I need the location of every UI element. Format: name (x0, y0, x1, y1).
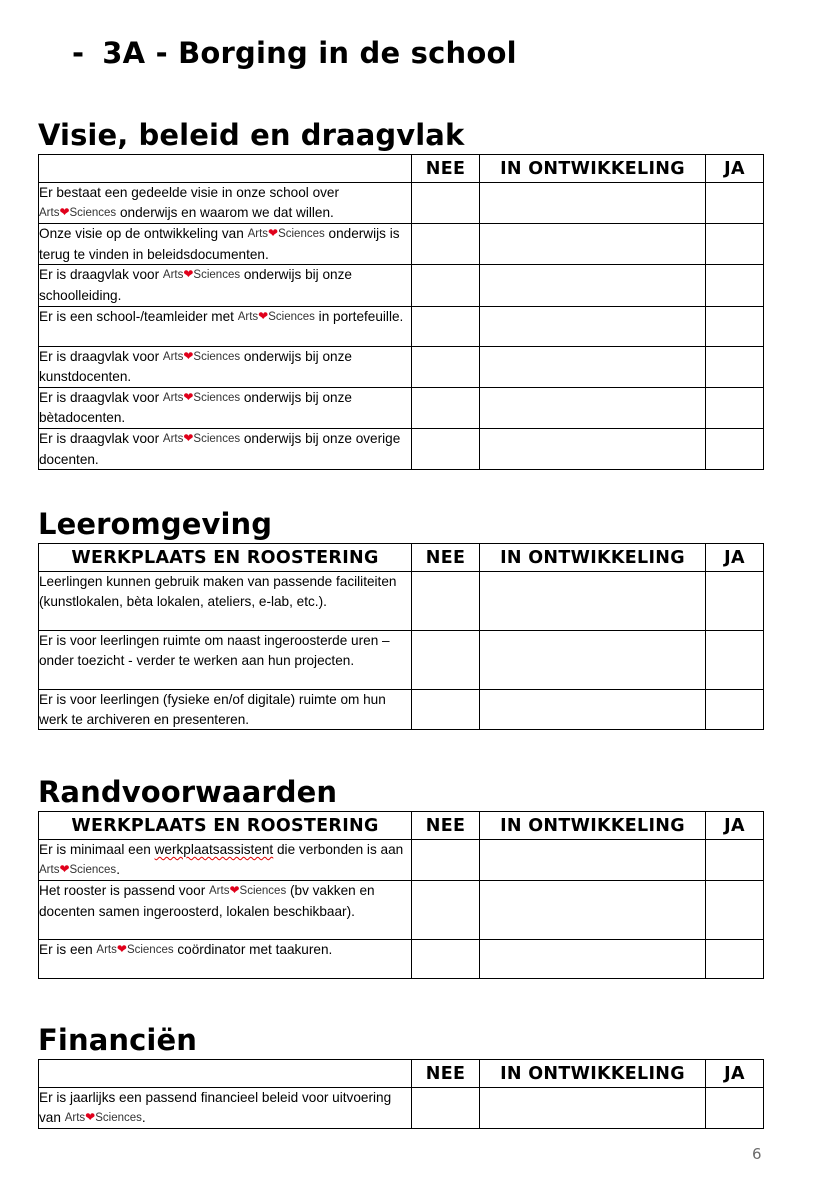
statement-cell: Er is voor leerlingen (fysieke en/of digitale) ruimte om hun werk te archiveren en presenteren. (39, 690, 412, 730)
statement-cell: Er bestaat een gedeelde visie in onze school over Arts❤Sciences onderwijs en waarom we dat willen. (39, 183, 412, 224)
answer-nee-cell[interactable] (412, 572, 480, 631)
table-row (39, 940, 764, 979)
arts-sciences-logo: Arts❤Sciences (162, 348, 241, 363)
arts-sciences-logo: Arts❤Sciences (237, 308, 315, 323)
answer-ja-cell[interactable] (706, 1088, 764, 1129)
answer-ja-cell[interactable] (706, 690, 764, 730)
answer-ja-cell[interactable] (706, 265, 764, 306)
section-title-randvoorwaarden: Randvoorwaarden (38, 775, 338, 809)
heart-icon: ❤ (268, 226, 279, 241)
answer-ja-cell[interactable] (706, 840, 764, 881)
heart-icon: ❤ (229, 883, 240, 898)
section-title-leeromgeving: Leeromgeving (38, 507, 273, 541)
answer-nee-cell[interactable] (412, 387, 480, 428)
heart-icon: ❤ (258, 308, 269, 323)
answer-in-ontwikkeling-cell[interactable] (480, 572, 706, 631)
heart-icon: ❤ (85, 1109, 96, 1124)
arts-sciences-logo: Arts❤Sciences (162, 267, 241, 282)
header-nee: NEE (412, 812, 480, 840)
arts-sciences-logo: Arts❤Sciences (64, 1109, 142, 1124)
statement-cell: Onze visie op de ontwikkeling van Arts❤Sciences onderwijs is terug te vinden in beleidsdocumenten. (39, 224, 412, 265)
statement-cell: Er is draagvlak voor Arts❤Sciences onderwijs bij onze schoolleiding. (39, 265, 412, 306)
answer-in-ontwikkeling-cell[interactable] (480, 840, 706, 881)
header-ja: JA (706, 812, 764, 840)
header-statement (39, 155, 412, 183)
answer-nee-cell[interactable] (412, 346, 480, 387)
table-header-row (39, 544, 764, 572)
header-ja: JA (706, 155, 764, 183)
answer-in-ontwikkeling-cell[interactable] (480, 387, 706, 428)
statement-cell: Er is minimaal een werkplaatsassistent die verbonden is aan Arts❤Sciences. (39, 840, 412, 881)
table-row (39, 690, 764, 730)
table-header-row (39, 1060, 764, 1088)
answer-in-ontwikkeling-cell[interactable] (480, 306, 706, 346)
heart-icon: ❤ (183, 348, 194, 363)
table-row (39, 840, 764, 881)
arts-sciences-logo: Arts❤Sciences (39, 861, 117, 876)
page-number: 6 (752, 1145, 762, 1163)
arts-sciences-logo: Arts❤Sciences (209, 883, 287, 898)
header-in-ontwikkeling: IN ONTWIKKELING (480, 1060, 706, 1088)
answer-nee-cell[interactable] (412, 224, 480, 265)
header-ja: JA (706, 1060, 764, 1088)
arts-sciences-logo: Arts❤Sciences (39, 204, 117, 219)
answer-in-ontwikkeling-cell[interactable] (480, 631, 706, 690)
table-financien (38, 1059, 764, 1129)
answer-nee-cell[interactable] (412, 265, 480, 306)
table-row (39, 572, 764, 631)
header-nee: NEE (412, 155, 480, 183)
table-leeromgeving (38, 543, 764, 730)
answer-ja-cell[interactable] (706, 346, 764, 387)
heart-icon: ❤ (183, 267, 194, 282)
header-nee: NEE (412, 544, 480, 572)
arts-sciences-logo: Arts❤Sciences (162, 389, 241, 404)
answer-ja-cell[interactable] (706, 940, 764, 979)
table-row (39, 428, 764, 469)
answer-nee-cell[interactable] (412, 428, 480, 469)
statement-cell: Er is voor leerlingen ruimte om naast ingeroosterde uren – onder toezicht - verder te werken aan hun projecten. (39, 631, 412, 690)
answer-nee-cell[interactable] (412, 306, 480, 346)
header-nee: NEE (412, 1060, 480, 1088)
statement-cell: Er is jaarlijks een passend financieel beleid voor uitvoering van Arts❤Sciences. (39, 1088, 412, 1129)
answer-in-ontwikkeling-cell[interactable] (480, 346, 706, 387)
arts-sciences-logo: Arts❤Sciences (247, 226, 325, 241)
header-statement: WERKPLAATS EN ROOSTERING (39, 812, 412, 840)
answer-in-ontwikkeling-cell[interactable] (480, 183, 706, 224)
arts-sciences-logo: Arts❤Sciences (96, 942, 174, 957)
answer-nee-cell[interactable] (412, 881, 480, 940)
statement-cell: Er is draagvlak voor Arts❤Sciences onderwijs bij onze overige docenten. (39, 428, 412, 469)
answer-ja-cell[interactable] (706, 631, 764, 690)
section-title-financien: Financiën (38, 1023, 197, 1057)
table-header-row (39, 155, 764, 183)
header-in-ontwikkeling: IN ONTWIKKELING (480, 155, 706, 183)
answer-ja-cell[interactable] (706, 224, 764, 265)
table-row (39, 881, 764, 940)
answer-nee-cell[interactable] (412, 690, 480, 730)
statement-cell: Er is draagvlak voor Arts❤Sciences onderwijs bij onze kunstdocenten. (39, 346, 412, 387)
table-row (39, 306, 764, 346)
heading-dash: - (72, 36, 85, 70)
heading-text: 3A - Borging in de school (102, 36, 517, 70)
heart-icon: ❤ (116, 942, 127, 957)
answer-nee-cell[interactable] (412, 940, 480, 979)
table-row (39, 346, 764, 387)
answer-nee-cell[interactable] (412, 840, 480, 881)
statement-cell: Er is een Arts❤Sciences coördinator met taakuren. (39, 940, 412, 979)
table-row (39, 265, 764, 306)
header-ja: JA (706, 544, 764, 572)
table-row (39, 631, 764, 690)
heart-icon: ❤ (59, 204, 70, 219)
answer-ja-cell[interactable] (706, 572, 764, 631)
answer-in-ontwikkeling-cell[interactable] (480, 690, 706, 730)
header-in-ontwikkeling: IN ONTWIKKELING (480, 544, 706, 572)
table-row (39, 1088, 764, 1129)
answer-nee-cell[interactable] (412, 631, 480, 690)
heart-icon: ❤ (183, 430, 194, 445)
statement-cell: Er is een school-/teamleider met Arts❤Sciences in portefeuille. (39, 306, 412, 346)
table-visie (38, 154, 764, 470)
answer-ja-cell[interactable] (706, 183, 764, 224)
header-in-ontwikkeling: IN ONTWIKKELING (480, 812, 706, 840)
table-row (39, 224, 764, 265)
answer-ja-cell[interactable] (706, 881, 764, 940)
statement-cell: Er is draagvlak voor Arts❤Sciences onderwijs bij onze bètadocenten. (39, 387, 412, 428)
header-statement (39, 1060, 412, 1088)
heart-icon: ❤ (183, 389, 194, 404)
answer-nee-cell[interactable] (412, 183, 480, 224)
statement-cell: Leerlingen kunnen gebruik maken van passende faciliteiten (kunstlokalen, bèta lokalen, ateliers, e-lab, etc.). (39, 572, 412, 631)
answer-ja-cell[interactable] (706, 428, 764, 469)
answer-in-ontwikkeling-cell[interactable] (480, 428, 706, 469)
page-heading (72, 36, 517, 70)
answer-nee-cell[interactable] (412, 1088, 480, 1129)
section-title-visie: Visie, beleid en draagvlak (38, 118, 465, 152)
answer-in-ontwikkeling-cell[interactable] (480, 265, 706, 306)
answer-in-ontwikkeling-cell[interactable] (480, 1088, 706, 1129)
table-header-row (39, 812, 764, 840)
table-row (39, 183, 764, 224)
answer-in-ontwikkeling-cell[interactable] (480, 224, 706, 265)
answer-ja-cell[interactable] (706, 387, 764, 428)
table-row (39, 387, 764, 428)
answer-in-ontwikkeling-cell[interactable] (480, 881, 706, 940)
header-statement: WERKPLAATS EN ROOSTERING (39, 544, 412, 572)
arts-sciences-logo: Arts❤Sciences (162, 430, 241, 445)
statement-cell: Het rooster is passend voor Arts❤Sciences (bv vakken en docenten samen ingeroosterd, lokalen beschikbaar). (39, 881, 412, 940)
table-randvoorwaarden (38, 811, 764, 979)
heart-icon: ❤ (59, 861, 70, 876)
answer-ja-cell[interactable] (706, 306, 764, 346)
spellcheck-flagged-word: werkplaatsassistent (154, 842, 274, 857)
answer-in-ontwikkeling-cell[interactable] (480, 940, 706, 979)
